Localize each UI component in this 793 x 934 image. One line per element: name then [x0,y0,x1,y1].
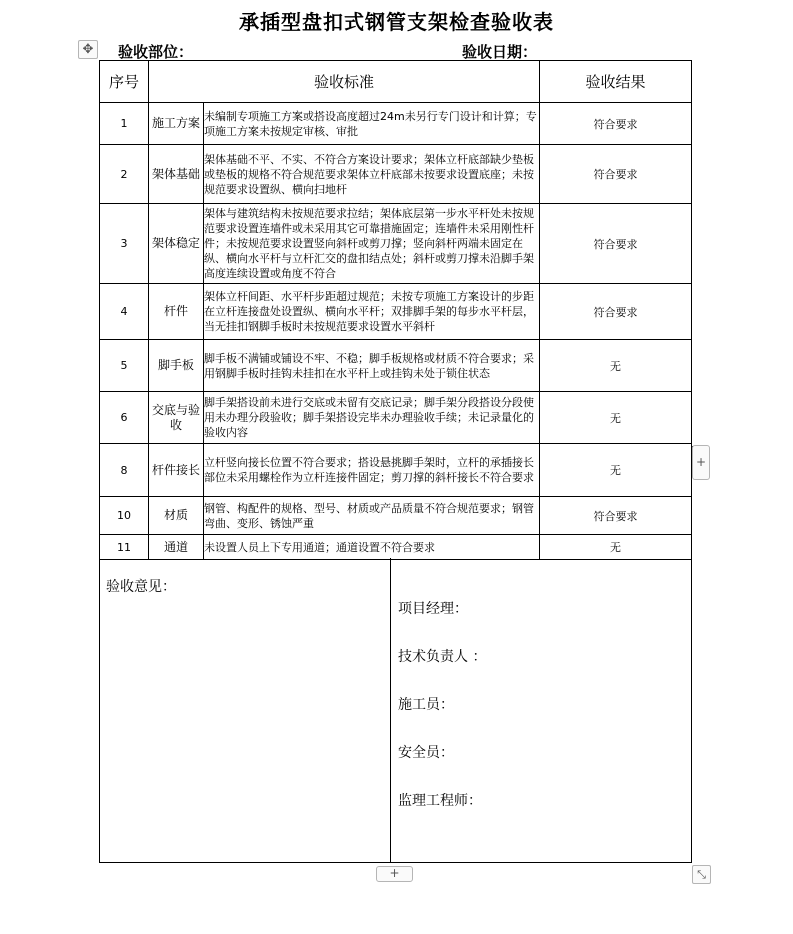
row-result[interactable]: 符合要求 [540,204,692,284]
header-index: 序号 [100,61,149,103]
opinion-cell[interactable] [100,558,391,862]
date-label: 验收日期： [462,43,538,61]
table-row [100,284,692,340]
row-category[interactable]: 架体稳定 [149,204,204,284]
row-criteria[interactable]: 未设置人员上下专用通道；通道设置不符合要求 [204,535,540,560]
row-result[interactable]: 无 [540,535,692,560]
row-number[interactable]: 6 [100,392,149,444]
signature-safety-officer[interactable]: 安全员： [398,745,454,761]
row-result[interactable]: 符合要求 [540,145,692,204]
table-row [100,340,692,392]
row-category[interactable]: 杆件接长 [149,444,204,497]
signature-technical-lead[interactable]: 技术负责人 ： [398,649,487,665]
opinion-label: 验收意见： [106,579,176,595]
row-result[interactable]: 符合要求 [540,284,692,340]
header-standard: 验收标准 [149,61,540,103]
table-row [100,444,692,497]
row-criteria[interactable]: 架体立杆间距、水平杆步距超过规范；未按专项施工方案设计的步距在立杆连接盘处设置纵、横向水平杆；双排脚手架的每步水平杆层，当无挂扣钢脚手板时未按规范要求设置水平斜杆 [204,284,540,340]
row-number[interactable]: 2 [100,145,149,204]
location-label: 验收部位： [118,43,194,61]
row-criteria[interactable]: 立杆竖向接长位置不符合要求；搭设悬挑脚手架时，立杆的承插接长部位未采用螺栓作为立杆连接件固定；剪刀撑的斜杆接长不符合要求 [204,444,540,497]
row-number[interactable]: 4 [100,284,149,340]
row-result[interactable]: 符合要求 [540,497,692,535]
row-result[interactable]: 无 [540,444,692,497]
row-category[interactable]: 材质 [149,497,204,535]
row-number[interactable]: 3 [100,204,149,284]
row-criteria[interactable]: 脚手架搭设前未进行交底或未留有交底记录；脚手架分段搭设分段使用未办理分段验收；脚手架搭设完毕未办理验收手续；未记录量化的验收内容 [204,392,540,444]
row-number[interactable]: 5 [100,340,149,392]
move-icon: ✥ [82,42,94,57]
row-result[interactable]: 无 [540,392,692,444]
row-category[interactable]: 施工方案 [149,103,204,145]
add-column-button[interactable]: + [692,445,710,480]
row-number[interactable]: 1 [100,103,149,145]
row-criteria[interactable]: 未编制专项施工方案或搭设高度超过24m未另行专门设计和计算；专项施工方案未按规定审核、审批 [204,103,540,145]
inspection-table [99,60,692,560]
resize-icon: ⤡ [697,868,706,881]
row-category[interactable]: 通道 [149,535,204,560]
table-row [100,103,692,145]
table-row [100,145,692,204]
document-title: 承插型盘扣式钢管支架检查验收表 [239,10,554,34]
row-number[interactable]: 11 [100,535,149,560]
add-row-button[interactable]: + [376,866,413,882]
row-criteria[interactable]: 钢管、构配件的规格、型号、材质或产品质量不符合规范要求；钢管弯曲、变形、锈蚀严重 [204,497,540,535]
table-row [100,535,692,560]
table-resize-handle[interactable] [692,865,711,884]
signature-project-manager[interactable]: 项目经理： [398,601,468,617]
row-result[interactable]: 符合要求 [540,103,692,145]
row-category[interactable]: 脚手板 [149,340,204,392]
row-criteria[interactable]: 脚手板不满铺或铺设不牢、不稳；脚手板规格或材质不符合要求；采用钢脚手板时挂钩未挂扣在水平杆上或挂钩未处于锁住状态 [204,340,540,392]
table-header-row [100,61,692,103]
row-criteria[interactable]: 架体基础不平、不实、不符合方案设计要求；架体立杆底部缺少垫板或垫板的规格不符合规范要求架体立杆底部未按要求设置底座；未按规范要求设置纵、横向扫地杆 [204,145,540,204]
signature-constructor[interactable]: 施工员： [398,697,454,713]
table-move-handle[interactable] [78,40,98,59]
row-result[interactable]: 无 [540,340,692,392]
row-category[interactable]: 交底与验收 [149,392,204,444]
table-row [100,204,692,284]
table-row [100,392,692,444]
header-result: 验收结果 [540,61,692,103]
table-row [100,497,692,535]
signature-supervising-engineer[interactable]: 监理工程师： [398,793,482,809]
row-number[interactable]: 10 [100,497,149,535]
row-category[interactable]: 架体基础 [149,145,204,204]
row-category[interactable]: 杆件 [149,284,204,340]
row-criteria[interactable]: 架体与建筑结构未按规范要求拉结；架体底层第一步水平杆处未按规范要求设置连墙件或未采用其它可靠措施固定；连墙件未采用刚性杆件；未按规范要求设置竖向斜杆或剪刀撑；竖向斜杆两端未固定在纵、横向水平杆与立杆汇交的盘扣结点处；斜杆或剪刀撑未沿脚手架高度连续设置或角度不符合 [204,204,540,284]
acceptance-section [99,558,692,863]
row-number[interactable]: 8 [100,444,149,497]
